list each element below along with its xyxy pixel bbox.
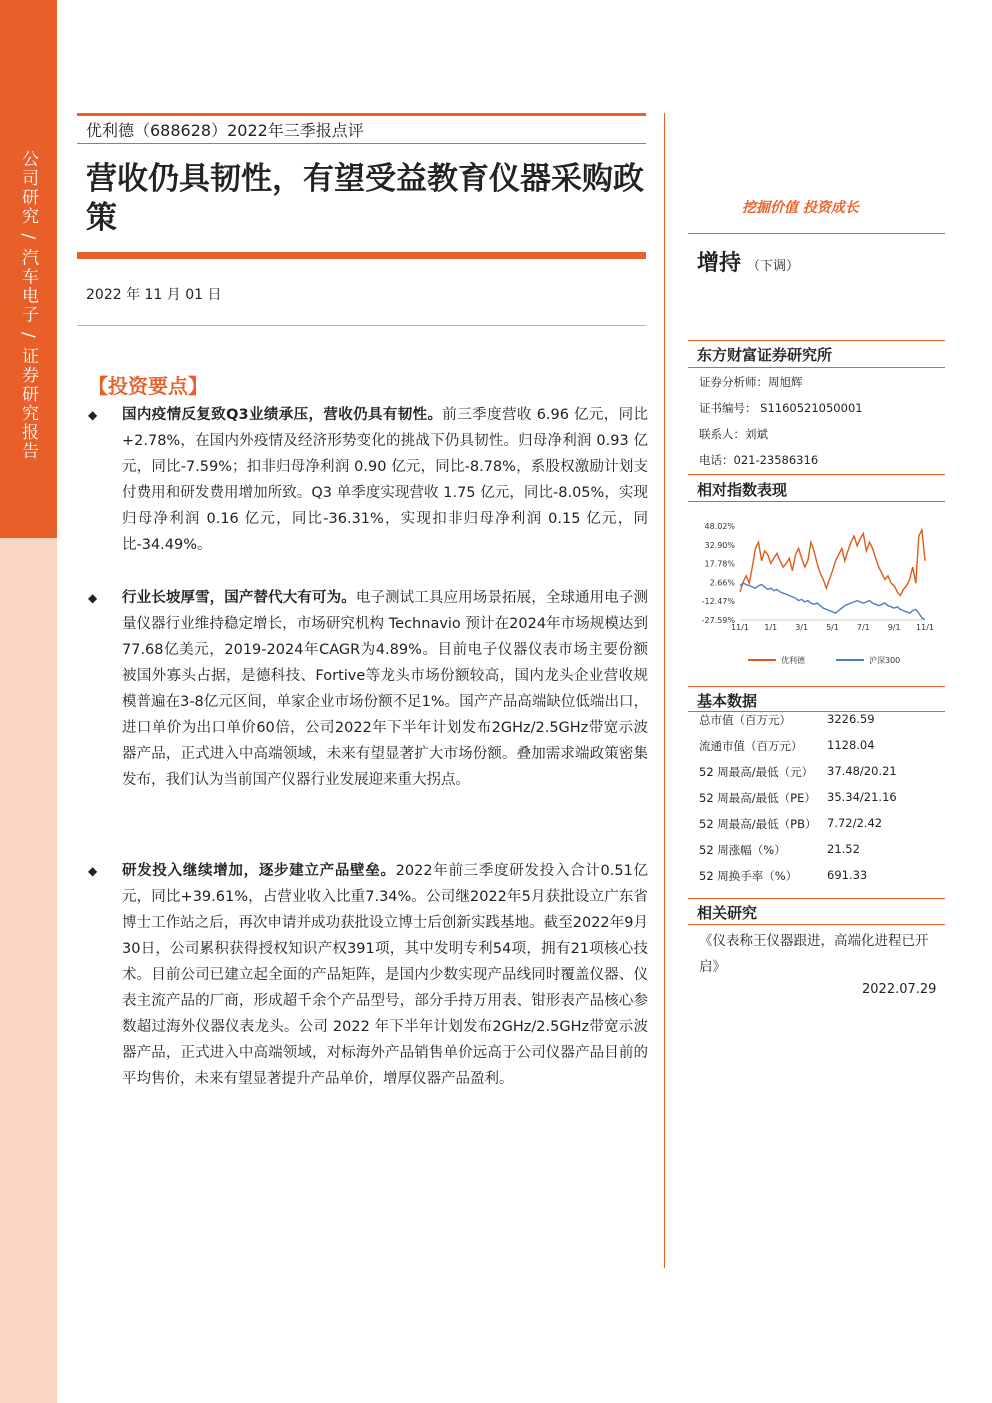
date-rule (77, 325, 646, 326)
diamond-bullet-icon: ◆ (88, 408, 98, 422)
row-value: 691.33 (827, 868, 868, 882)
bullet-1 (88, 402, 648, 558)
bullet-3 (88, 858, 648, 1092)
report-title: 营收仍具韧性，有望受益教育仪器采购政策 (86, 161, 644, 236)
title-underline (77, 252, 646, 259)
cert-number: 证书编号： S1160521050001 (699, 401, 863, 415)
table-row (699, 868, 939, 894)
legend-label: 优利德 (781, 656, 805, 665)
sidebar-category-text: 公司研究 / 汽车电子 / 证券研究报告 (18, 150, 38, 462)
table-row (699, 738, 939, 764)
institute-name: 东方财富证券研究所 (697, 346, 833, 364)
row-key: 52 周最高/最低（PE） (699, 791, 816, 805)
row-key: 总市值（百万元） (699, 713, 791, 727)
report-date: 2022 年 11 月 01 日 (86, 287, 222, 303)
research-item[interactable]: 《仪表称王仪器跟进，高端化进程已开启》 (699, 933, 929, 975)
header-top-rule (77, 113, 646, 116)
x-tick-label: 11/1 (916, 623, 934, 632)
research-under-rule (688, 924, 945, 925)
y-tick-label: 17.78% (704, 559, 735, 569)
x-tick-label: 11/1 (731, 623, 749, 632)
x-tick-label: 1/1 (764, 623, 778, 632)
row-key: 52 周涨幅（%） (699, 843, 786, 857)
basic-title: 基本数据 (697, 692, 758, 710)
institute-under-rule (688, 367, 945, 368)
row-key: 流通市值（百万元） (699, 739, 803, 753)
relative-index-chart (690, 512, 945, 672)
column-divider (664, 113, 665, 1268)
slogan: 挖掘价值 投资成长 (742, 200, 859, 216)
x-tick-label: 9/1 (887, 623, 901, 632)
y-tick-label: 32.90% (704, 540, 735, 550)
rating-value: 增持 (697, 251, 742, 276)
bullet-lead: 行业长坡厚雪，国产替代大有可为。 (122, 590, 356, 606)
y-tick-label: 2.66% (709, 578, 735, 588)
chart-rule (688, 474, 945, 475)
row-key: 52 周最高/最低（元） (699, 765, 814, 779)
row-value: 1128.04 (827, 738, 875, 752)
analyst: 证券分析师：周旭辉 (699, 375, 803, 389)
diamond-bullet-icon: ◆ (88, 864, 98, 878)
contact: 联系人：刘斌 (699, 427, 768, 441)
bullet-lead: 研发投入继续增加，逐步建立产品壁垒。 (122, 863, 396, 879)
basic-rule (688, 686, 945, 687)
report-tag: 优利德（688628）2022年三季报点评 (86, 121, 364, 140)
institute-rule (688, 340, 945, 341)
research-title: 相关研究 (697, 904, 758, 922)
row-key: 52 周换手率（%） (699, 869, 798, 883)
series-line-hs300 (740, 583, 925, 619)
section-title: 【投资要点】 (88, 374, 208, 398)
rating-note: （下调） (747, 259, 800, 274)
row-key: 52 周最高/最低（PB） (699, 817, 817, 831)
y-tick-label: 48.02% (704, 522, 735, 531)
bullet-text: 2022年前三季度研发投入合计0.51亿元，同比+39.61%，占营业收入比重7.34%。公司继2022年5月获批设立广东省博士工作站之后，再次申请并成功获批设立博士后创新实践基地。截至2022年9月30日，公司累积获得授权知识产权391项，其中发明专利54项，拥有21项核心技术。目前公司已建立起全面的产品矩阵，是国内少数实现产品线同时覆盖仪器、仪表主流产品的厂商，形成超千余个产品型号，部分手持万用表、钳形表产品核心参数超过海外仪器仪表龙头。公司 2022 年下半年计划发布2GHz/2.5GHz带宽示波器产品，正式进入中高端领域，对标海外产品销售单价远高于公司仪器产品目前的平均售价，未来有望显著提升产品单价，增厚仪器产品盈利。 (122, 863, 649, 1087)
chart-under-rule (688, 501, 945, 502)
row-value: 7.72/2.42 (827, 816, 883, 830)
table-row (699, 790, 939, 816)
x-tick-label: 7/1 (856, 623, 870, 632)
series-line-youlide (740, 530, 925, 596)
bullet-text: 电子测试工具应用场景拓展，全球通用电子测量仪器行业维持稳定增长，市场研究机构 Technavio 预计在2024年市场规模达到77.68亿美元，2019-2024年CAGR为4.89%。目前电子仪器仪表市场主要份额被国外寡头占据，是德科技、Fortive等龙头市场份额较高，国内龙头企业营收规模普遍在3-8亿元区间，单家企业市场份额不足1%。国产产品高端缺位低端出口，进口单价为出口单价60倍，公司2022年下半年计划发布2GHz/2.5GHz带宽示波器产品，正式进入中高端领域，未来有望显著扩大市场份额。叠加需求端政策密集发布，我们认为当前国产仪器行业发展迎来重大拐点。 (122, 590, 648, 788)
row-value: 21.52 (827, 842, 860, 856)
chart-title: 相对指数表现 (697, 481, 788, 499)
diamond-bullet-icon: ◆ (88, 591, 98, 605)
rating (697, 246, 799, 277)
legend-label: 沪深300 (869, 656, 901, 665)
research-rule (688, 898, 945, 899)
row-value: 3226.59 (827, 712, 875, 726)
header-rule (77, 143, 646, 144)
y-tick-label: -12.47% (701, 597, 735, 607)
x-tick-label: 3/1 (795, 623, 809, 632)
table-row (699, 842, 939, 868)
research-date: 2022.07.29 (862, 982, 937, 997)
table-row (699, 764, 939, 790)
y-tick-label: -27.59% (701, 616, 735, 625)
sidebar (0, 0, 57, 1403)
row-value: 35.34/21.16 (827, 790, 897, 804)
basic-data-table (699, 712, 939, 894)
table-row (699, 712, 939, 738)
table-row (699, 816, 939, 842)
row-value: 37.48/20.21 (827, 764, 897, 778)
phone: 电话：021-23586316 (699, 453, 819, 467)
sidebar-light-band (0, 538, 57, 1403)
rating-top-rule (688, 233, 945, 234)
bullet-text: 前三季度营收 6.96 亿元，同比+2.78%，在国内外疫情及经济形势变化的挑战下仍具韧性。归母净利润 0.93 亿元，同比-7.59%；扣非归母净利润 0.90 亿元，同比-8.78%，系股权激励计划支付费用和研发费用增加所致。Q3 单季度实现营收 1.75 亿元，同比-8.05%，实现归母净利润 0.16 亿元，同比-36.31%，实现扣非归母净利润 0.15 亿元，同比-34.49%。 (122, 407, 648, 553)
x-tick-label: 5/1 (826, 623, 839, 632)
bullet-2 (88, 585, 648, 793)
bullet-lead: 国内疫情反复致Q3业绩承压，营收仍具有韧性。 (122, 407, 443, 423)
